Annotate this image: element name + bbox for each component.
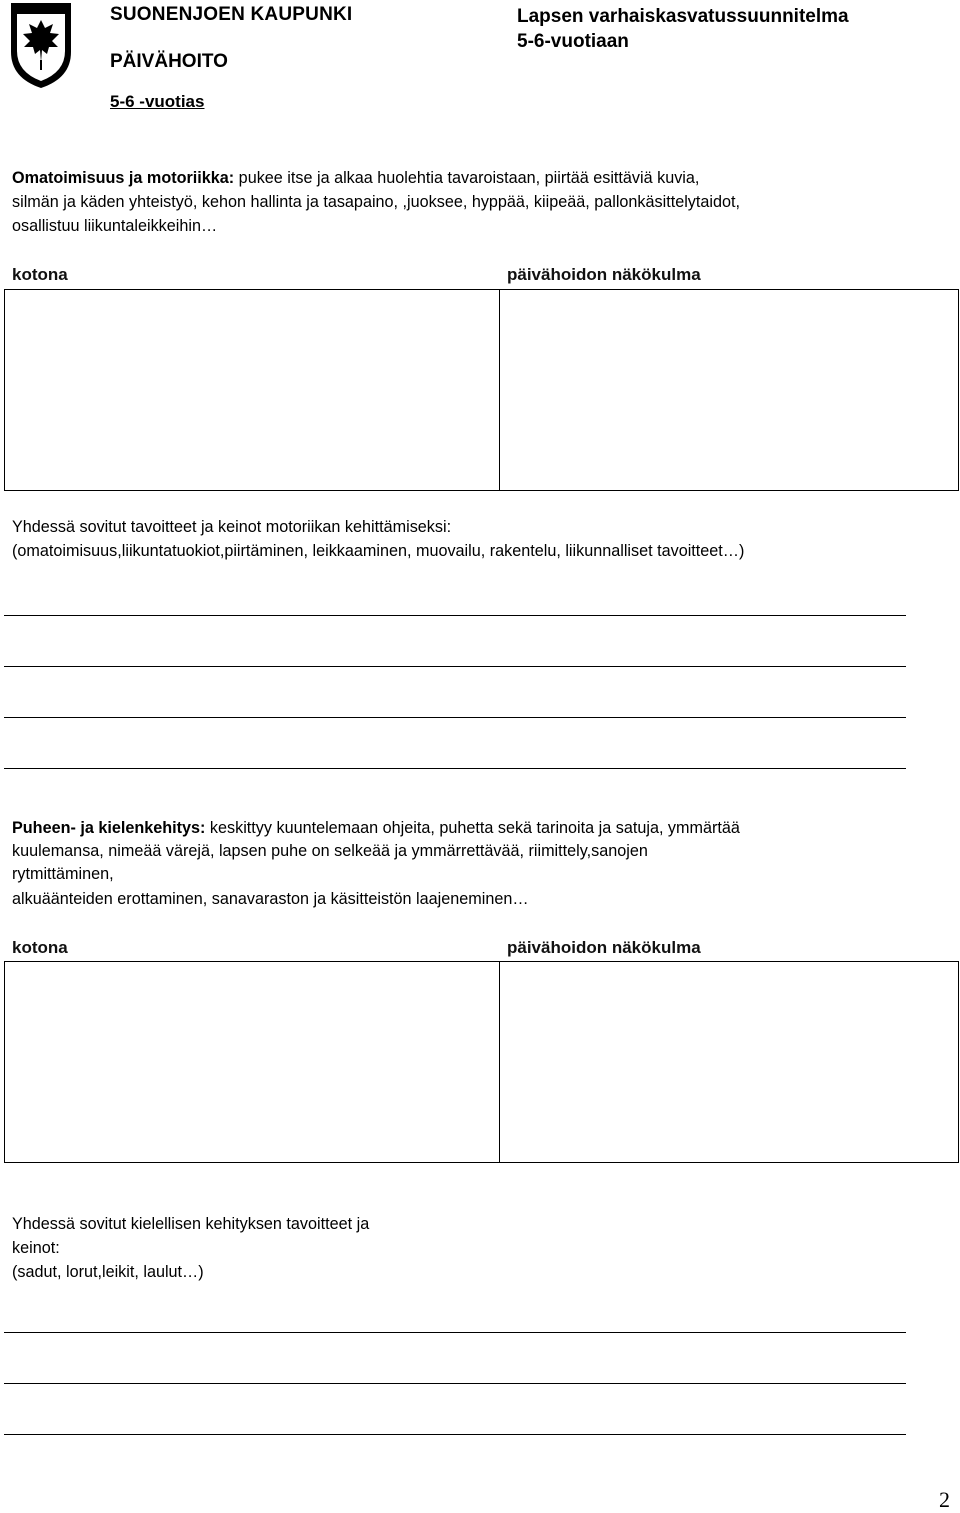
speech-goals-line-3: (sadut, lorut,leikit, laulut…) bbox=[12, 1263, 204, 1281]
city-coat-of-arms-logo bbox=[8, 0, 74, 90]
speech-description-line-1: keskittyy kuuntelemaan ohjeita, puhetta sekä tarinoita ja satuja, ymmärtää bbox=[205, 819, 740, 837]
speech-description-line-4: alkuäänteiden erottaminen, sanavaraston ja käsitteistön laajeneminen… bbox=[12, 890, 529, 908]
speech-goals-line-1: Yhdessä sovitut kielellisen kehityksen tavoitteet ja bbox=[12, 1215, 370, 1233]
speech-goals-writing-line-3[interactable] bbox=[4, 1434, 906, 1435]
speech-description-line-3: rytmittäminen, bbox=[12, 865, 114, 883]
motor-goals-writing-line-3[interactable] bbox=[4, 717, 906, 718]
motor-goals-writing-line-1[interactable] bbox=[4, 615, 906, 616]
document-title-line-2: 5-6-vuotiaan bbox=[517, 31, 629, 52]
motor-goals-writing-line-4[interactable] bbox=[4, 768, 906, 769]
motor-goals-description bbox=[12, 515, 912, 563]
speech-label-home: kotona bbox=[12, 938, 68, 957]
motor-description-line-1: pukee itse ja alkaa huolehtia tavaroistaan, piirtää esittäviä kuvia, bbox=[234, 169, 700, 187]
motor-goals-writing-line-2[interactable] bbox=[4, 666, 906, 667]
motor-home-notes-box[interactable] bbox=[4, 289, 500, 491]
motor-label-daycare: päivähoidon näkökulma bbox=[507, 265, 701, 284]
motor-description-line-3: osallistuu liikuntaleikkeihin… bbox=[12, 217, 218, 235]
speech-daycare-notes-box[interactable] bbox=[499, 961, 959, 1163]
speech-home-notes-box[interactable] bbox=[4, 961, 500, 1163]
speech-description-line-2: kuulemansa, nimeää värejä, lapsen puhe on selkeää ja ymmärrettävää, riimittely,sanojen bbox=[12, 842, 648, 860]
motor-section-description bbox=[12, 166, 912, 238]
speech-section-description bbox=[12, 817, 912, 911]
motor-section-heading: Omatoimisuus ja motoriikka: bbox=[12, 169, 235, 187]
organization-name: SUONENJOEN KAUPUNKI bbox=[110, 4, 353, 25]
motor-goals-line-2: (omatoimisuus,liikuntatuokiot,piirtäminen, leikkaaminen, muovailu, rakentelu, liikunnalliset tavoitteet…) bbox=[12, 542, 745, 560]
speech-goals-line-2: keinot: bbox=[12, 1239, 60, 1257]
document-title bbox=[517, 4, 849, 54]
speech-section-heading: Puheen- ja kielenkehitys: bbox=[12, 819, 206, 837]
document-title-line-1: Lapsen varhaiskasvatussuunnitelma bbox=[517, 6, 849, 27]
motor-description-line-2: silmän ja käden yhteistyö, kehon hallinta ja tasapaino, ,juoksee, hyppää, kiipeää, pallonkäsittelytaidot, bbox=[12, 193, 740, 211]
unit-name: PÄIVÄHOITO bbox=[110, 51, 228, 72]
speech-goals-writing-line-2[interactable] bbox=[4, 1383, 906, 1384]
speech-goals-description bbox=[12, 1212, 912, 1284]
motor-label-home: kotona bbox=[12, 265, 68, 284]
speech-label-daycare: päivähoidon näkökulma bbox=[507, 938, 701, 957]
motor-daycare-notes-box[interactable] bbox=[499, 289, 959, 491]
age-group-heading: 5-6 -vuotias bbox=[110, 92, 205, 111]
motor-goals-line-1: Yhdessä sovitut tavoitteet ja keinot motoriikan kehittämiseksi: bbox=[12, 518, 452, 536]
page-number: 2 bbox=[939, 1487, 950, 1512]
speech-goals-writing-line-1[interactable] bbox=[4, 1332, 906, 1333]
